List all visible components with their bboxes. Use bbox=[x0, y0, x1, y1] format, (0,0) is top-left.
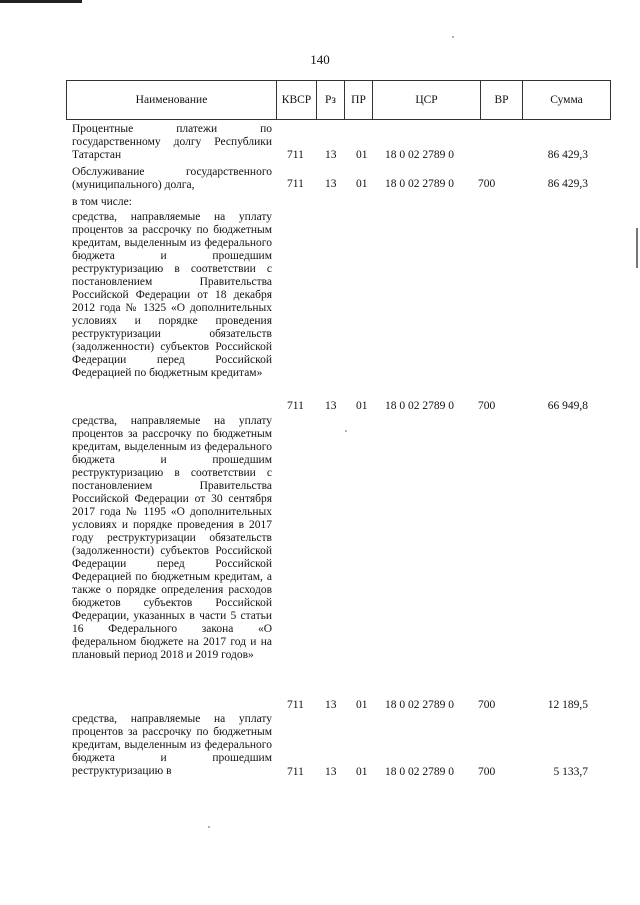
header-pr: ПР bbox=[345, 81, 373, 119]
row-name: средства, направляемые на уплату процентов за рассрочку по бюджетным кредитам, выделенным из федерального бюджета и прошедшим реструктуризацию в bbox=[72, 713, 272, 777]
scan-speck bbox=[208, 826, 210, 828]
header-vr: ВР bbox=[481, 81, 523, 119]
row-name: средства, направляемые на уплату процентов за рассрочку по бюджетным кредитам, выделенным из федерального бюджета и прошедшим реструктуризацию в соответствии с постановлением Правительства Российской Федерации от 30 сентября 2017 года № 1195 «О дополнительных условиях и порядке проведения в 2017 году реструктуризации обязательств (задолженности) субъектов Российской Федерации перед Российской Федерацией по бюджетным кредитам, а также о порядке определения расходов бюджетов субъектов Российской Федерации, указанных в части 5 статьи 16 Федерального закона «О федеральном бюджете на 2017 год и на плановый период 2018 и 2019 годов» bbox=[72, 415, 272, 661]
row-rz: 13 bbox=[325, 766, 337, 778]
header-name: Наименование bbox=[67, 81, 277, 119]
row-pr: 01 bbox=[356, 178, 368, 190]
row-pr: 01 bbox=[356, 400, 368, 412]
row-sum: 86 429,3 bbox=[547, 149, 588, 161]
row-csr: 18 0 02 2789 0 bbox=[385, 400, 454, 412]
row-name: в том числе: bbox=[72, 196, 132, 208]
row-csr: 18 0 02 2789 0 bbox=[385, 699, 454, 711]
row-vr: 700 bbox=[478, 699, 496, 711]
row-rz: 13 bbox=[325, 699, 337, 711]
page-number: 140 bbox=[310, 52, 330, 67]
row-vr: 700 bbox=[478, 400, 496, 412]
row-csr: 18 0 02 2789 0 bbox=[385, 149, 454, 161]
row-vr: 700 bbox=[478, 178, 496, 190]
row-sum: 12 189,5 bbox=[547, 699, 588, 711]
row-kvsr: 711 bbox=[287, 699, 304, 711]
row-kvsr: 711 bbox=[287, 149, 304, 161]
row-vr: 700 bbox=[478, 766, 496, 778]
row-csr: 18 0 02 2789 0 bbox=[385, 766, 454, 778]
row-sum: 66 949,8 bbox=[547, 400, 588, 412]
header-kvsr: КВСР bbox=[277, 81, 317, 119]
header-rz: Рз bbox=[317, 81, 345, 119]
row-csr: 18 0 02 2789 0 bbox=[385, 178, 454, 190]
row-rz: 13 bbox=[325, 400, 337, 412]
row-sum: 86 429,3 bbox=[547, 178, 588, 190]
row-kvsr: 711 bbox=[287, 400, 304, 412]
row-rz: 13 bbox=[325, 149, 337, 161]
scan-speck bbox=[345, 430, 347, 432]
row-sum: 5 133,7 bbox=[553, 766, 588, 778]
row-name: Обслуживание государственного (муниципального) долга, bbox=[72, 166, 272, 191]
row-name: Процентные платежи по государственному долгу Республики Татарстан bbox=[72, 123, 272, 161]
header-sum: Сумма bbox=[550, 94, 583, 106]
row-pr: 01 bbox=[356, 699, 368, 711]
row-pr: 01 bbox=[356, 766, 368, 778]
scan-edge-mark bbox=[636, 228, 638, 268]
row-pr: 01 bbox=[356, 149, 368, 161]
row-kvsr: 711 bbox=[287, 178, 304, 190]
scan-speck bbox=[452, 36, 454, 38]
header-csr: ЦСР bbox=[373, 81, 481, 119]
row-name: средства, направляемые на уплату процентов за рассрочку по бюджетным кредитам, выделенным из федерального бюджета и прошедшим реструктуризацию в соответствии с постановлением Правительства Российской Федерации от 18 декабря 2012 года № 1325 «О дополнительных условиях и порядке проведения реструктуризации обязательств (задолженности) субъектов Российской Федерации перед Российской Федерацией по бюджетным кредитам» bbox=[72, 211, 272, 379]
row-rz: 13 bbox=[325, 178, 337, 190]
row-kvsr: 711 bbox=[287, 766, 304, 778]
